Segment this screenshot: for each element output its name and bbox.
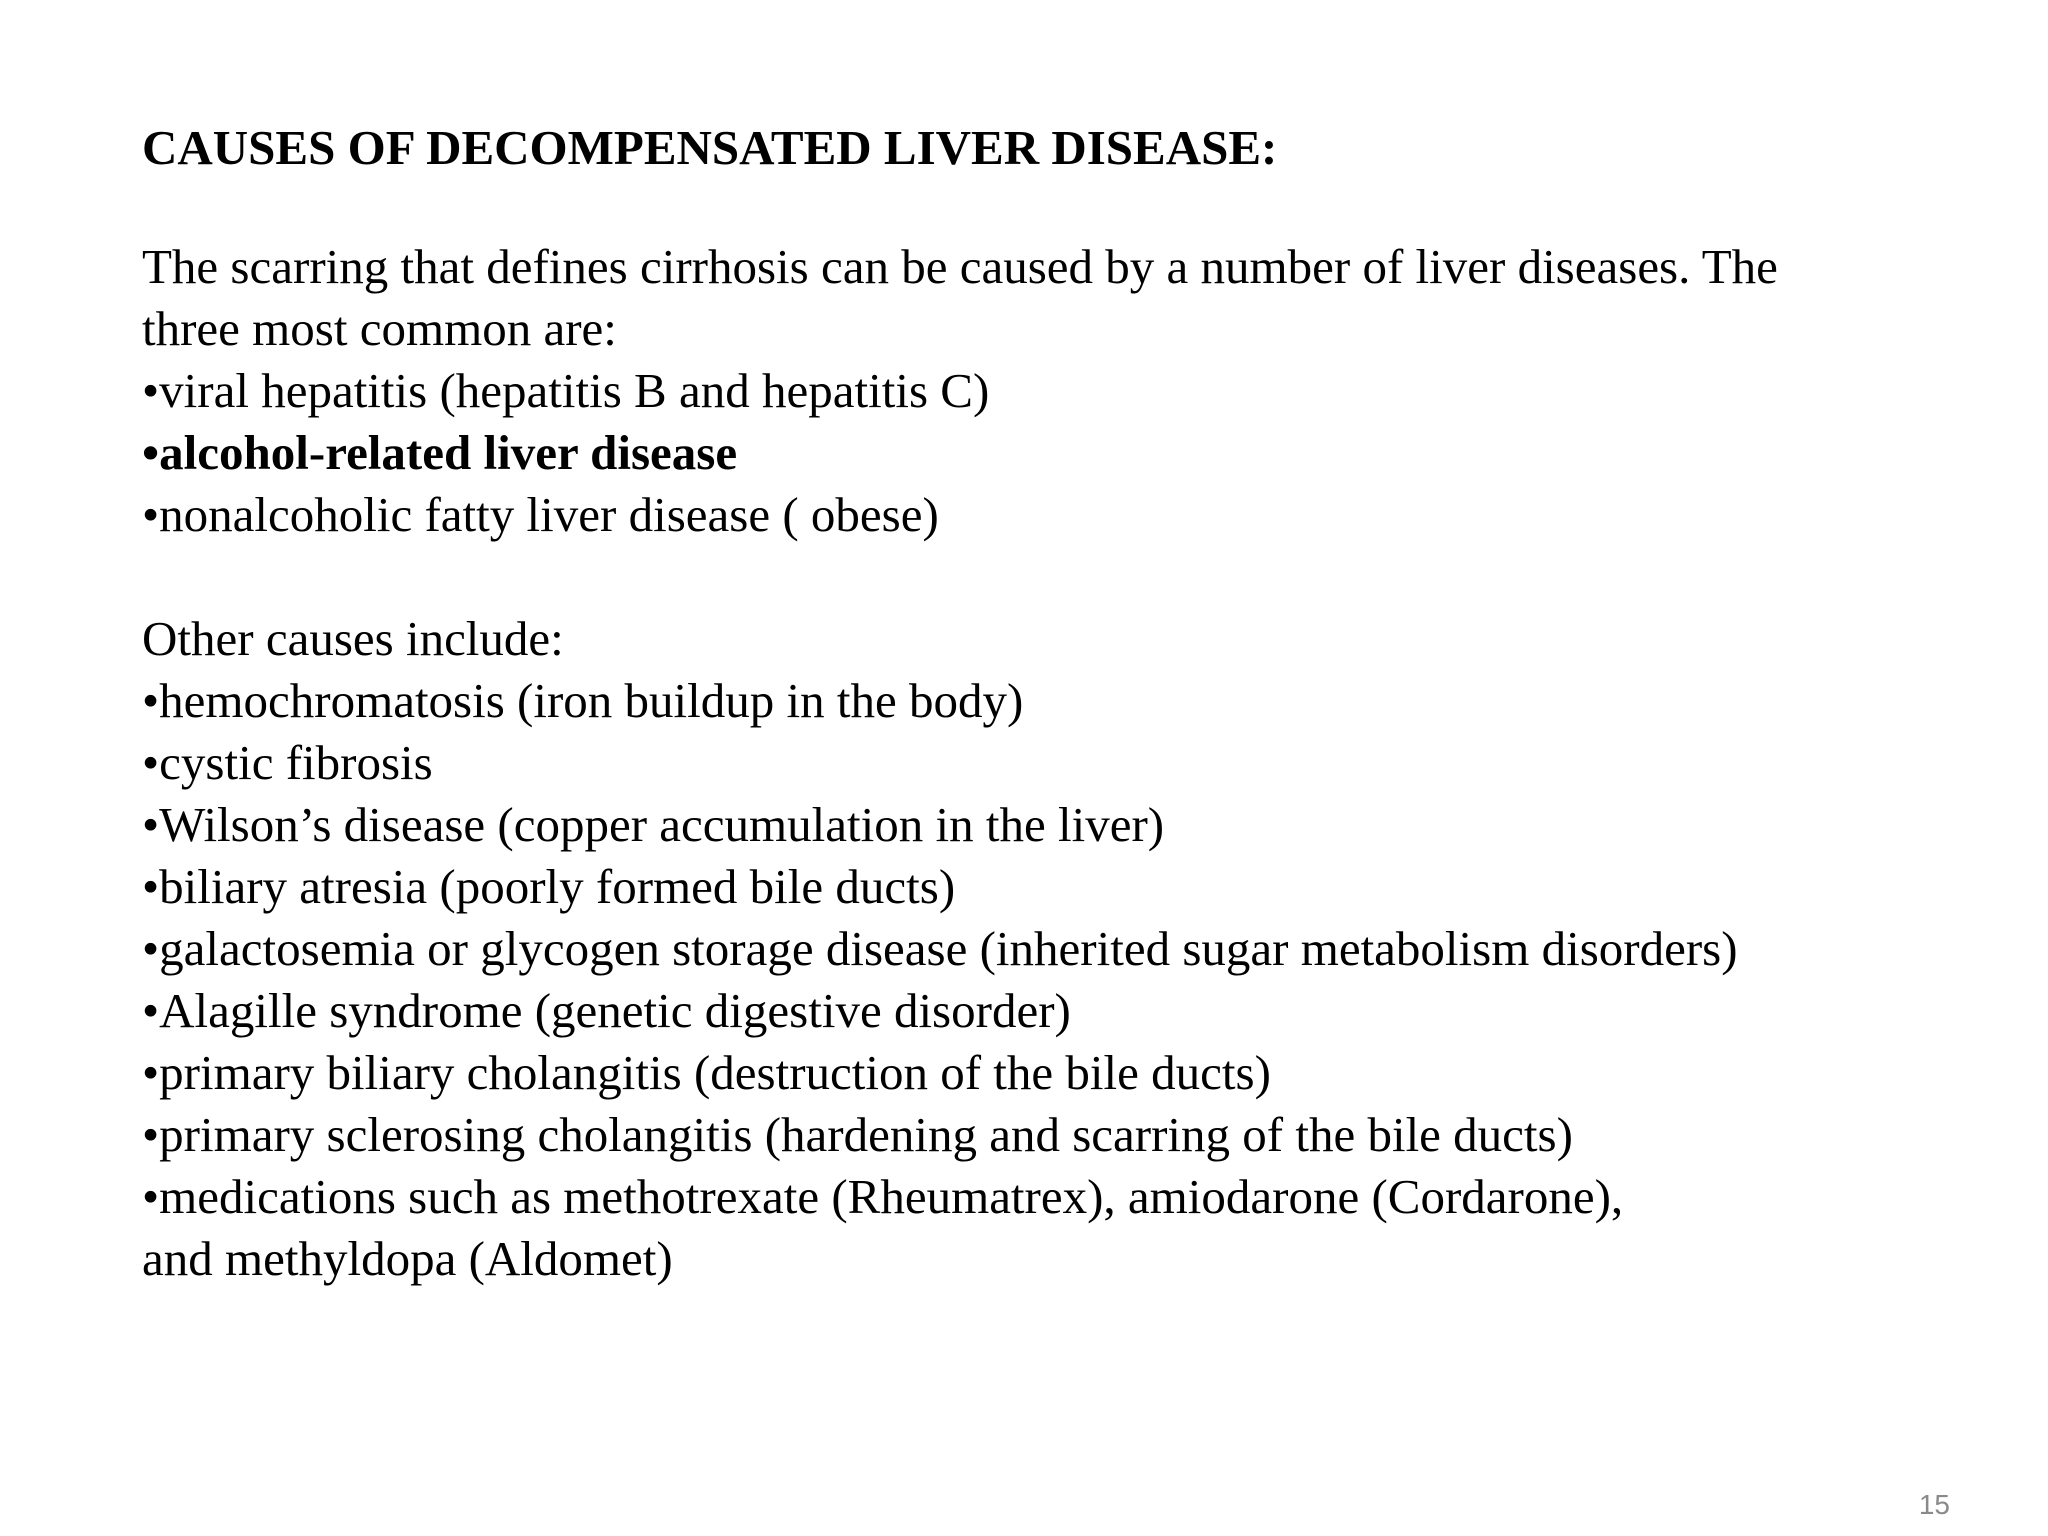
common-cause-alcohol: •alcohol-related liver disease (142, 425, 738, 480)
slide-body (142, 236, 1962, 1290)
other-cause-galactosemia: •galactosemia or glycogen storage disease (inherited sugar metabolism disorders) (142, 921, 1738, 976)
other-cause-cystic-fibrosis: •cystic fibrosis (142, 735, 433, 790)
other-cause-alagille: •Alagille syndrome (genetic digestive disorder) (142, 983, 1071, 1038)
paragraph-gap (142, 546, 1962, 608)
slide-title: CAUSES OF DECOMPENSATED LIVER DISEASE: (142, 120, 1278, 175)
other-causes-heading: Other causes include: (142, 611, 564, 666)
page-number: 15 (1918, 1489, 1950, 1520)
other-cause-biliary-atresia: •biliary atresia (poorly formed bile ducts) (142, 859, 956, 914)
other-cause-hemochromatosis: •hemochromatosis (iron buildup in the body) (142, 673, 1024, 728)
other-cause-wilsons: •Wilson’s disease (copper accumulation in the liver) (142, 797, 1165, 852)
other-cause-pbc: •primary biliary cholangitis (destruction of the bile ducts) (142, 1045, 1271, 1100)
common-cause-viral-hepatitis: •viral hepatitis (hepatitis B and hepatitis C) (142, 363, 990, 418)
other-cause-medications-continued: and methyldopa (Aldomet) (142, 1231, 673, 1286)
common-cause-nafld: •nonalcoholic fatty liver disease ( obese) (142, 487, 939, 542)
other-cause-medications: •medications such as methotrexate (Rheumatrex), amiodarone (Cordarone), (142, 1169, 1624, 1224)
intro-line-2: three most common are: (142, 301, 617, 356)
other-cause-psc: •primary sclerosing cholangitis (hardening and scarring of the bile ducts) (142, 1107, 1573, 1162)
intro-line-1: The scarring that defines cirrhosis can be caused by a number of liver diseases. The (142, 239, 1778, 294)
